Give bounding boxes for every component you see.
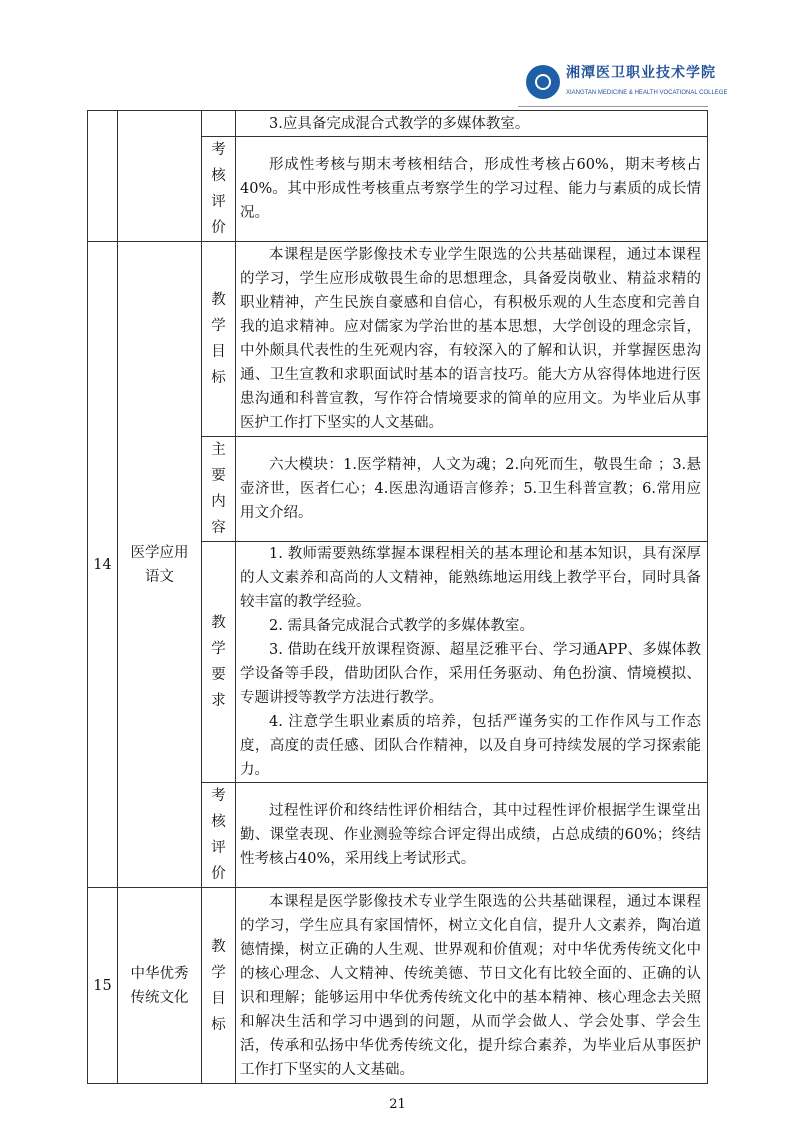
header-rule	[518, 106, 708, 107]
category-label: 教学目标	[211, 292, 226, 386]
table-row	[88, 888, 708, 1084]
course-name: 医学应用语文	[130, 544, 189, 585]
cell-text: 3.应具备完成混合式教学的多媒体教室。	[269, 115, 530, 132]
cell-text: 1. 教师需要熟练掌握本课程相关的基本理论和基本知识，具有深厚的人文素养和高尚的人文精神，能熟练地运用线上教学平台，同时具备较丰富的教学经验。	[240, 546, 701, 610]
category-label: 教学目标	[211, 938, 226, 1033]
cell-text: 形成性考核与期末考核相结合，形成性考核占60%，期末考核占40%。其中形成性考核重点考察学生的学习过程、能力与素质的成长情况。	[240, 157, 701, 221]
category-label: 主要内容	[211, 442, 226, 536]
cell-text: 2. 需具备完成混合式教学的多媒体教室。	[269, 618, 534, 634]
school-logo-icon	[526, 65, 560, 99]
page-content	[87, 110, 708, 1114]
category-label: 考核评价	[211, 142, 226, 236]
table-row	[88, 111, 708, 137]
school-name-en: XIANGTAN MEDICINE & HEALTH VOCATIONAL COLLEGE	[566, 90, 728, 96]
cell-text: 过程性评价和终结性评价相结合，其中过程性评价根据学生课堂出勤、课堂表现、作业测验等综合评定得出成绩，占总成绩的60%；终结性考核占40%，采用线上考试形式。	[240, 803, 701, 867]
cell-text: 4. 注意学生职业素质的培养，包括严谨务实的工作作风与工作态度，高度的责任感、团队合作精神，以及自身可持续发展的学习探索能力。	[240, 714, 701, 778]
page-number: 21	[389, 1097, 406, 1112]
course-name: 中华优秀传统文化	[130, 965, 189, 1006]
cell-text: 本课程是医学影像技术专业学生限选的公共基础课程，通过本课程的学习，学生应形成敬畏生命的思想理念，具备爱岗敬业、精益求精的职业精神，产生民族自豪感和自信心，有积极乐观的人生态度和完善自我的追求精神。应对儒家为学治世的基本思想，大学创设的理念宗旨，中外颇具代表性的生死观内容，有较深入的了解和认识，并掌握医患沟通、卫生宣教和求职面试时基本的语言技巧。能大方从容得体地进行医患沟通和科普宣教，写作符合情境要求的简单的应用文。为毕业后从事医护工作打下坚实的人文基础。	[240, 247, 701, 431]
category-label: 教学要求	[211, 615, 226, 709]
course-table	[87, 110, 708, 1084]
cell-text: 本课程是医学影像技术专业学生限选的公共基础课程，通过本课程的学习，学生应具有家国情怀，树立文化自信，提升人文素养，陶冶道德情操，树立正确的人生观、世界观和价值观；对中华优秀传统文化中的核心理念、人文精神、传统美德、节日文化有比较全面的、正确的认识和理解；能够运用中华优秀传统文化中的基本精神、核心理念去关照和解决生活和学习中遇到的问题，从而学会做人、学会处事、学会生活，传承和弘扬中华优秀传统文化，提升综合素养，为毕业后从事医护工作打下坚实的人文基础。	[240, 893, 701, 1078]
course-number: 15	[88, 888, 118, 1084]
category-label: 考核评价	[211, 788, 226, 882]
cell-text: 3. 借助在线开放课程资源、超星泛雅平台、学习通APP、多媒体教学设备等手段，借助团队合作，采用任务驱动、角色扮演、情境模拟、专题讲授等教学方法进行教学。	[240, 642, 701, 706]
school-name-cn: 湘潭医卫职业技术学院	[566, 65, 716, 81]
school-header	[522, 62, 728, 104]
cell-text: 六大模块：1.医学精神，人文为魂；2.向死而生，敬畏生命 ；3.悬壶济世，医者仁心；4.医患沟通语言修养；5.卫生科普宣教；6.常用应用文介绍。	[240, 457, 701, 521]
table-row	[88, 242, 708, 437]
course-number: 14	[88, 242, 118, 888]
